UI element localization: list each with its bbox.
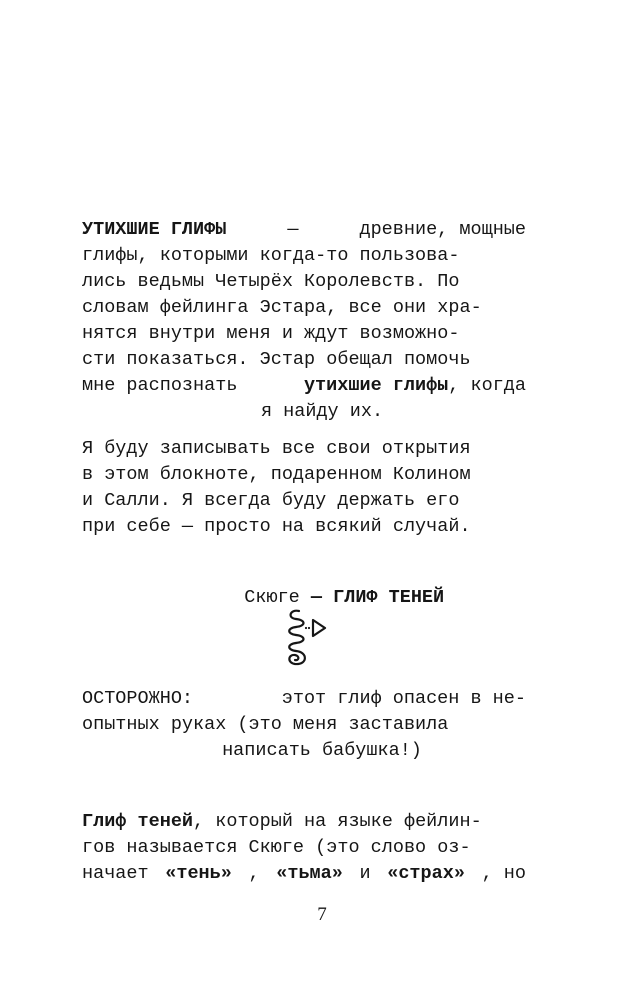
word-darkness: «тьма» [276,863,343,884]
paragraph-line: в этом блокноте, подаренном Колином [82,464,471,485]
warning-label: ОСТОРОЖНО: [82,688,194,709]
paragraph-line: и Салли. Я всегда буду держать его [82,490,460,511]
paragraph-line: начает «тень» , «тьма» и «страх» , но [82,863,526,884]
paragraph-line: глифы, которыми когда-то пользова- [82,245,460,266]
term-heading: УТИХШИЕ ГЛИФЫ [82,219,227,240]
paragraph-line: сти показаться. Эстар обещал помочь [82,349,471,370]
shadow-glyph-icon [282,605,342,669]
warning-last-line: написать бабушка!) [222,740,422,761]
glyph-name: Скюге [244,586,300,608]
word-shadow: «тень» [165,863,232,884]
term-glyph-of-shadows: Глиф теней [82,811,194,832]
paragraph-last-line: я найду их. [260,401,384,422]
paragraph-line: УТИХШИЕ ГЛИФЫ — древние, мощные [82,219,526,240]
glyph-heading: Скюге — ГЛИФ ТЕНЕЙ [244,586,445,608]
page-number: 7 [317,904,327,925]
glyph-title: ГЛИФ ТЕНЕЙ [333,586,445,608]
warning-line: ОСТОРОЖНО: этот глиф опасен в не- [82,688,526,709]
paragraph-line: словам фейлинга Эстара, все они хра- [82,297,482,318]
em-dash: — [287,219,299,240]
paragraph-line: гов называется Скюге (это слово оз- [82,837,471,858]
paragraph-line: Я буду записывать все свои открытия [82,438,471,459]
warning-line: опытных руках (это меня заставила [82,714,449,735]
paragraph-line: лись ведьмы Четырёх Королевств. По [82,271,460,292]
paragraph-line: нятся внутри меня и ждут возможно- [82,323,460,344]
paragraph-line: при себе — просто на всякий случай. [82,516,471,537]
word-fear: «страх» [387,863,465,884]
term-emphasis: утихшие глифы [303,375,449,396]
paragraph-line: мне распознать утихшие глифы, когда [82,375,526,396]
paragraph-line: Глиф теней, который на языке фейлин- [82,811,482,832]
